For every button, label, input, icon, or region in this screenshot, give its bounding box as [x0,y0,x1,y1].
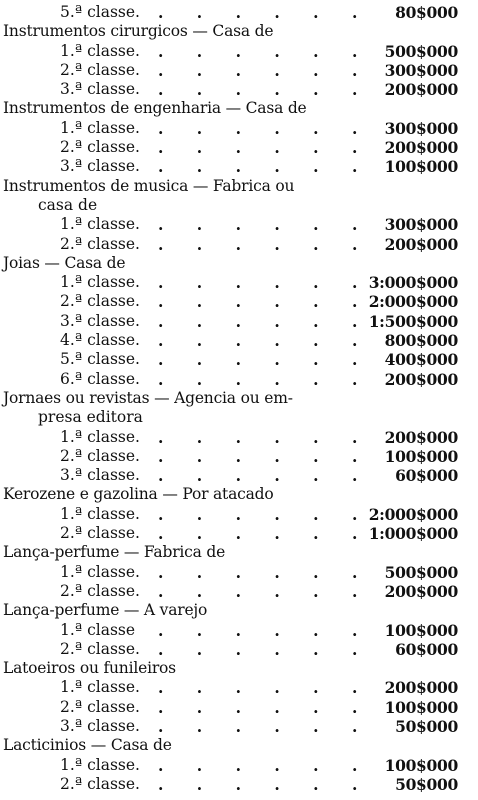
price-value: 60$000 [395,466,458,486]
class-label: 2.ª classe. [60,138,140,157]
price-row [0,157,478,176]
price-row [0,678,478,697]
price-value: 2:000$000 [368,504,458,524]
price-row [0,563,478,582]
price-row [0,350,478,369]
price-value: 100$000 [384,620,458,640]
price-value: 80$000 [395,3,458,22]
category-heading: Instrumentos de engenharia — Casa de [3,99,307,118]
price-value: 100$000 [384,755,458,775]
category-heading: Kerozene e gazolina — Por atacado [3,485,274,504]
price-row [0,292,478,311]
price-value: 200$000 [384,80,458,100]
price-row [0,756,478,775]
dot-leader: . . . . . . [158,331,372,351]
class-label: 3.ª classe. [60,157,140,176]
price-row [0,80,478,99]
dot-leader: . . . . . . [158,446,372,466]
dot-leader: . . . . . . [158,639,372,659]
dot-leader: . . . . . . [158,755,372,775]
class-label: 2.ª classe. [60,60,140,79]
price-row [0,524,478,543]
price-value: 300$000 [384,60,458,80]
dot-leader: . . . . . . [158,466,372,486]
price-value: 1:000$000 [368,524,458,544]
price-value: 60$000 [395,639,458,659]
price-value: 500$000 [384,41,458,61]
class-label: 2.ª classe. [60,639,140,658]
class-label: 3.ª classe. [60,311,140,330]
class-label: 1.ª classe. [60,562,140,581]
dot-leader: . . . . . . [158,620,372,640]
price-row [0,273,478,292]
price-value: 1:500$000 [368,311,458,331]
class-label: 3.ª classe. [60,716,140,735]
price-row [0,621,478,640]
price-value: 400$000 [384,350,458,370]
price-row [0,312,478,331]
class-label: 1.ª classe. [60,41,140,60]
price-value: 50$000 [395,774,458,794]
dot-leader: . . . . . . [158,118,372,138]
dot-leader: . . . . . . [158,60,372,80]
class-label: 3.ª classe. [60,466,140,485]
price-row [0,370,478,389]
class-label: 2.ª classe. [60,581,140,600]
price-value: 300$000 [384,118,458,138]
class-label: 2.ª classe. [60,697,140,716]
price-value: 300$000 [384,215,458,235]
price-row [0,138,478,157]
price-row [0,331,478,350]
class-label: 2.ª classe. [60,292,140,311]
class-label: 1.ª classe. [60,678,140,697]
dot-leader: . . . . . . [158,215,372,235]
dot-leader: . . . . . . [158,562,372,582]
dot-leader: . . . . . . [158,41,372,61]
class-label: 4.ª classe. [60,331,140,350]
dot-leader: . . . . . . [158,273,372,293]
class-label: 1.ª classe. [60,118,140,137]
price-row [0,119,478,138]
class-label: 5.ª classe. [60,3,140,21]
class-label: 2.ª classe. [60,774,140,793]
price-row [0,717,478,736]
price-row [0,428,478,447]
dot-leader: . . . . . . [158,3,372,22]
dot-leader: . . . . . . [158,311,372,331]
price-row [0,640,478,659]
dot-leader: . . . . . . [158,427,372,447]
price-value: 200$000 [384,581,458,601]
price-row [0,698,478,717]
class-label: 2.ª classe. [60,524,140,543]
price-value: 200$000 [384,369,458,389]
class-label: 1.ª classe [60,620,136,639]
class-label: 1.ª classe. [60,215,140,234]
price-row [0,582,478,601]
dot-leader: . . . . . . [158,369,372,389]
dot-leader: . . . . . . [158,138,372,158]
price-value: 200$000 [384,138,458,158]
price-row [0,215,478,234]
category-heading: Instrumentos de musica — Fabrica ou [3,176,295,195]
price-value: 200$000 [384,427,458,447]
class-label: 2.ª classe. [60,446,140,465]
category-heading: Jornaes ou revistas — Agencia ou em- [3,388,293,407]
class-label: 3.ª classe. [60,80,140,99]
dot-leader: . . . . . . [158,80,372,100]
class-label: 6.ª classe. [60,369,140,388]
price-row [0,775,478,794]
price-row [0,3,478,22]
price-row [0,235,478,254]
dot-leader: . . . . . . [158,524,372,544]
price-value: 100$000 [384,157,458,177]
price-row [0,505,478,524]
dot-leader: . . . . . . [158,697,372,717]
category-heading: Latoeiros ou funileiros [3,659,176,678]
category-heading-continuation: casa de [38,195,98,214]
category-heading: Lança-perfume — Fabrica de [3,543,226,562]
price-value: 500$000 [384,562,458,582]
dot-leader: . . . . . . [158,678,372,698]
class-label: 2.ª classe. [60,234,140,253]
class-label: 1.ª classe. [60,273,140,292]
category-heading: Lança-perfume — A varejo [3,601,208,620]
price-value: 2:000$000 [368,292,458,312]
price-value: 200$000 [384,234,458,254]
category-heading: Joias — Casa de [3,253,126,272]
class-label: 1.ª classe. [60,427,140,446]
dot-leader: . . . . . . [158,774,372,794]
dot-leader: . . . . . . [158,350,372,370]
price-value: 100$000 [384,446,458,466]
category-heading: Lacticinios — Casa de [3,736,172,755]
category-heading: Instrumentos cirurgicos — Casa de [3,22,274,41]
price-row [0,42,478,61]
price-value: 200$000 [384,678,458,698]
class-label: 5.ª classe. [60,350,140,369]
price-row [0,466,478,485]
dot-leader: . . . . . . [158,716,372,736]
price-value: 800$000 [384,331,458,351]
dot-leader: . . . . . . [158,292,372,312]
dot-leader: . . . . . . [158,504,372,524]
category-heading-continuation: presa editora [38,408,143,427]
class-label: 1.ª classe. [60,504,140,523]
dot-leader: . . . . . . [158,581,372,601]
price-row [0,61,478,80]
price-row [0,447,478,466]
class-label: 1.ª classe. [60,755,140,774]
price-value: 100$000 [384,697,458,717]
price-value: 50$000 [395,716,458,736]
dot-leader: . . . . . . [158,157,372,177]
price-value: 3:000$000 [368,273,458,293]
dot-leader: . . . . . . [158,234,372,254]
